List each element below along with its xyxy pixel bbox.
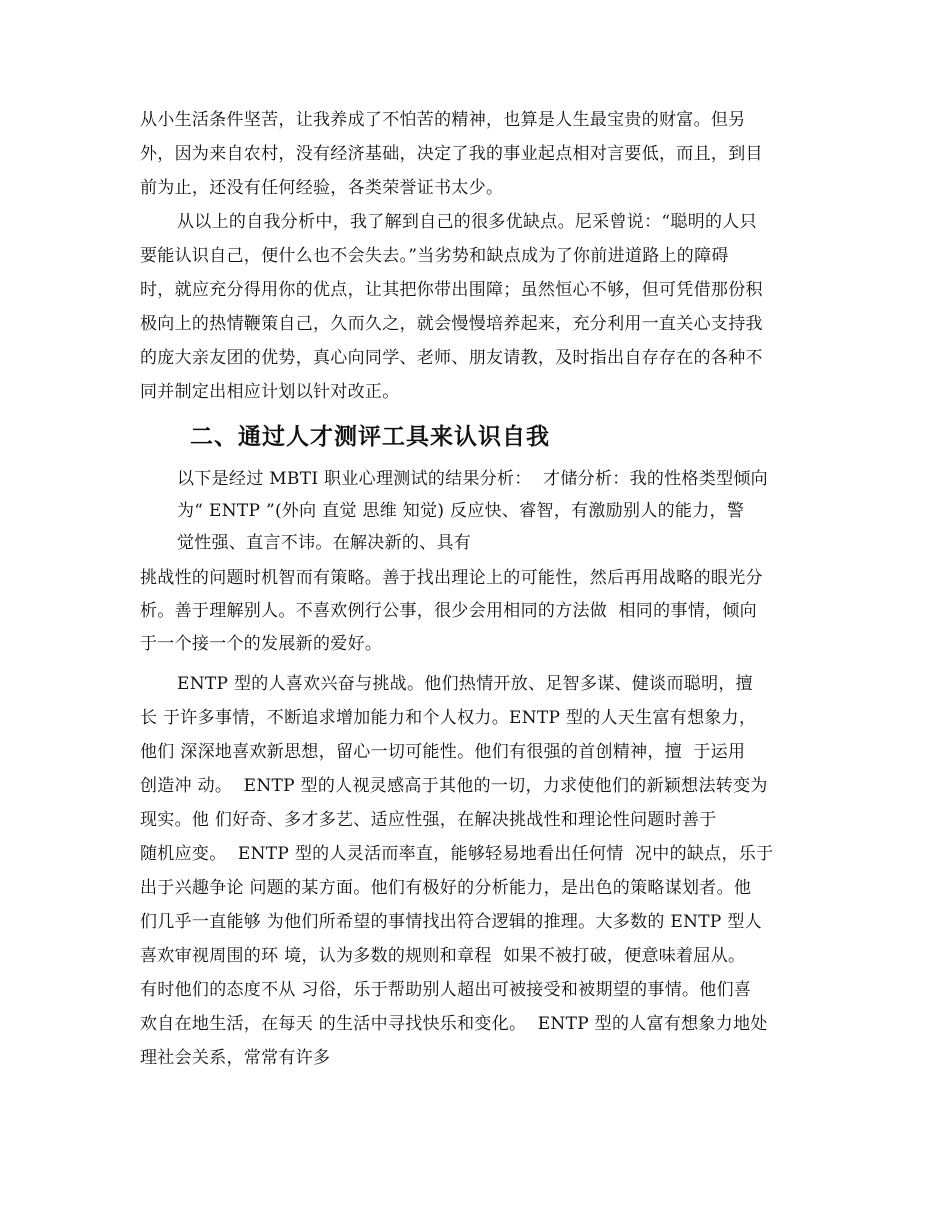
paragraph-4-line: 他们 深深地喜欢新思想，留心一切可能性。他们有很强的首创精神，擅 于运用 <box>140 742 746 762</box>
paragraph-4-line: 们几乎一直能够 为他们所希望的事情找出符合逻辑的推理。大多数的 ENTP 型人 <box>140 912 762 932</box>
paragraph-4-line: 现实。他 们好奇、多才多艺、适应性强，在解决挑战性和理论性问题时善于 <box>140 810 717 830</box>
paragraph-3-line: 于一个接一个的发展新的爱好。 <box>140 634 383 654</box>
paragraph-4-line: 创造冲 动。 ENTP 型的人视灵感高于其他的一切，力求使他们的新颖想法转变为 <box>140 776 768 796</box>
paragraph-4-line: 有时他们的态度不从 习俗，乐于帮助别人超出可被接受和被期望的事情。他们喜 <box>140 980 752 1000</box>
paragraph-3-line: 为“ ENTP ”(外向 直觉 思维 知觉) 反应快、睿智，有激励别人的能力，警 <box>177 501 745 521</box>
paragraph-2-line: 时，就应充分得用你的优点，让其把你带出围障；虽然恒心不够，但可凭借那份积 <box>140 280 763 300</box>
paragraph-2-line: 同并制定出相应计划以针对改正。 <box>140 382 400 402</box>
paragraph-3-line: 觉性强、直言不讳。在解决新的、具有 <box>177 533 472 553</box>
paragraph-2-line: 要能认识自己，便什么也不会失去。”当劣势和缺点成为了你前进道路上的障碍 <box>140 246 729 266</box>
paragraph-3-line: 以下是经过 MBTI 职业心理测试的结果分析： 才储分析：我的性格类型倾向 <box>177 469 768 489</box>
paragraph-1-line: 从小生活条件坚苦，让我养成了不怕苦的精神，也算是人生最宝贵的财富。但另 <box>140 110 746 130</box>
section-heading: 二、通过人才测评工具来认识自我 <box>190 424 550 450</box>
paragraph-4-line: ENTP 型的人喜欢兴奋与挑战。他们热情开放、足智多谋、健谈而聪明，擅 <box>177 674 753 694</box>
paragraph-4-line: 随机应变。 ENTP 型的人灵活而率直，能够轻易地看出任何情 况中的缺点，乐于 <box>140 844 774 864</box>
paragraph-4-line: 喜欢审视周围的环 境，认为多数的规则和章程 如果不被打破，便意味着屈从。 <box>140 946 746 966</box>
paragraph-2-line: 从以上的自我分析中，我了解到自己的很多优缺点。尼采曾说：“聪明的人只 <box>177 212 757 232</box>
paragraph-1-line: 外，因为来自农村，没有经济基础，决定了我的事业起点相对言要低，而且，到目 <box>140 144 763 164</box>
paragraph-4-line: 长 于许多事情，不断追求增加能力和个人权力。ENTP 型的人天生富有想象力， <box>140 708 757 728</box>
paragraph-4-line: 欢自在地生活，在每天 的生活中寻找快乐和变化。 ENTP 型的人富有想象力地处 <box>140 1014 768 1034</box>
paragraph-3-line: 析。善于理解别人。不喜欢例行公事，很少会用相同的方法做 相同的事情，倾向 <box>140 601 757 621</box>
paragraph-1-line: 前为止，还没有任何经验，各类荣誉证书太少。 <box>140 178 504 198</box>
paragraph-2-line: 的庞大亲友团的优势，真心向同学、老师、朋友请教，及时指出自存存在的各种不 <box>140 348 763 368</box>
paragraph-3-line: 挑战性的问题时机智而有策略。善于找出理论上的可能性，然后再用战略的眼光分 <box>140 568 763 588</box>
paragraph-4-line: 理社会关系，常常有许多 <box>140 1048 331 1068</box>
paragraph-4-line: 出于兴趣争论 问题的某方面。他们有极好的分析能力，是出色的策略谋划者。他 <box>140 878 752 898</box>
paragraph-2-line: 极向上的热情鞭策自己，久而久之，就会慢慢培养起来，充分利用一直关心支持我 <box>140 314 763 334</box>
